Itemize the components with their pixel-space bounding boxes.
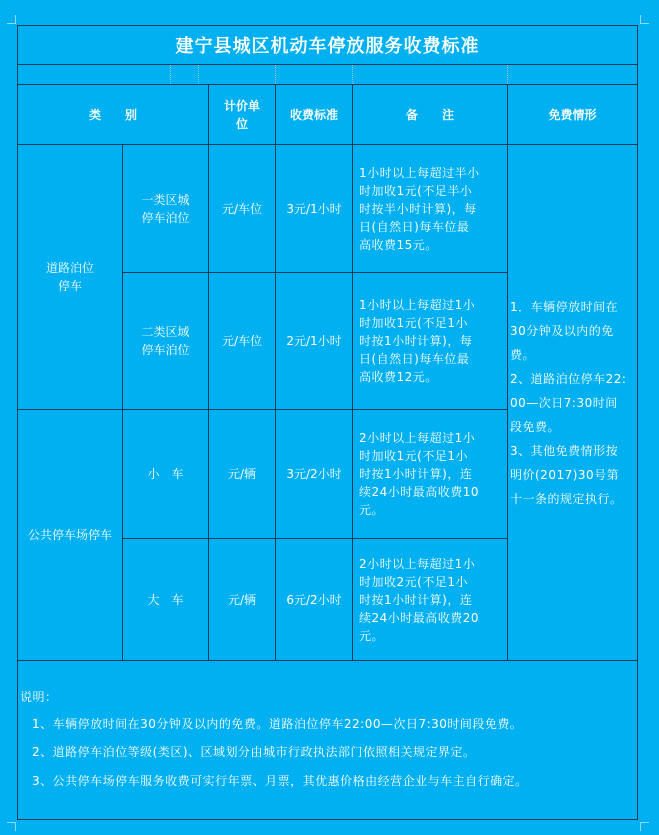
blank-row-divider [352, 65, 353, 84]
crop-mark [7, 15, 16, 24]
explanation-item: 2、道路停车泊位等级(类区)、区域划分由城市行政执法部门依照相关规定界定。 [32, 745, 476, 759]
remark-line: 日(自然日)每车位最 [359, 352, 470, 366]
free-line: 00—次日7:30时间 [510, 395, 618, 410]
row-class1-unit: 元/车位 [208, 144, 276, 273]
remark-line: 1小时以上每超过半小 [359, 165, 480, 180]
remark-line: 时按1小时计算)，连 [359, 467, 473, 481]
free-line: 费。 [510, 347, 536, 362]
row-small-remark [352, 409, 508, 539]
header-free: 免费情形 [507, 84, 638, 145]
remark-line: 时加收1元(不足半小 [359, 183, 473, 198]
row-small-unit: 元/辆 [208, 409, 276, 539]
row-small-sub: 小 车 [122, 409, 209, 539]
row-large-sub: 大 车 [122, 538, 209, 661]
remark-line: 元。 [359, 628, 385, 643]
row-class1-sub [122, 144, 209, 273]
remark-line: 1小时以上每超过1小 [359, 298, 476, 312]
group-label-lot: 公共停车场停车 [17, 409, 123, 661]
remark-line: 2小时以上每超过1小 [359, 556, 476, 571]
free-line: 1．车辆停放时间在 [510, 299, 619, 314]
crop-mark [7, 822, 16, 831]
explanation-box [17, 660, 638, 820]
header-unit [208, 84, 276, 145]
remark-line: 时加收1元(不足1小 [359, 316, 468, 330]
free-line: 2、道路泊位停车22: [510, 371, 627, 386]
row-class1-fee [275, 144, 353, 273]
fee-label: 3元/2小时 [286, 467, 342, 481]
row-class2-remark [352, 272, 508, 410]
remark-line: 元。 [359, 503, 385, 517]
sub-label: 一类区城停车泊位 [141, 192, 190, 225]
remark-line: 高收费15元。 [359, 237, 438, 252]
free-line: 段免费。 [510, 419, 561, 434]
explanation-item: 1、车辆停放时间在30分钟及以内的免费。道路泊位停车22:00—次日7:30时间段免费。 [32, 717, 523, 731]
blank-row-divider [198, 65, 199, 84]
group-label-road [17, 144, 123, 410]
row-class2-sub [122, 272, 209, 410]
row-large-remark [352, 538, 508, 661]
group-label-text: 道路泊位停车 [46, 261, 95, 293]
free-line: 3、其他免费情形按 [510, 443, 619, 458]
row-class2-fee [275, 272, 353, 410]
header-category: 类 别 [17, 84, 209, 145]
remark-line: 高收费12元。 [359, 370, 438, 384]
free-line: 明价(2017)30号第 [510, 467, 620, 482]
free-conditions [507, 144, 638, 661]
remark-line: 续24小时最高收费20 [359, 610, 480, 625]
header-unit-text: 计价单位 [223, 98, 260, 131]
free-line: 30分钟及以内的免 [510, 323, 614, 338]
page-title: 建宁县城区机动车停放服务收费标准 [17, 25, 638, 65]
crop-mark [640, 15, 649, 24]
free-line: 十一条的规定执行。 [510, 491, 623, 506]
fee-label: 3元/1小时 [286, 201, 342, 216]
explanation-item: 3、公共停车场停车服务收费可实行年票、月票，其优惠价格由经营企业与车主自行确定。 [32, 774, 528, 788]
remark-line: 时按1小时计算)，每 [359, 334, 473, 348]
blank-row [17, 65, 638, 84]
blank-row-divider [507, 65, 508, 84]
explanation-heading: 说明： [20, 690, 58, 704]
row-class2-unit: 元/车位 [208, 272, 276, 410]
header-remark: 备 注 [352, 84, 508, 145]
blank-row-divider [170, 65, 171, 84]
remark-line: 时加收2元(不足1小 [359, 574, 468, 589]
fee-label: 2元/1小时 [286, 334, 342, 348]
remark-line: 时按1小时计算)，连 [359, 592, 473, 607]
row-large-unit: 元/辆 [208, 538, 276, 661]
row-class1-remark [352, 144, 508, 273]
row-large-fee [275, 538, 353, 661]
remark-line: 时加收1元(不足1小 [359, 449, 468, 463]
row-small-fee [275, 409, 353, 539]
header-fee: 收费标准 [275, 84, 353, 145]
fee-label: 6元/2小时 [286, 592, 342, 607]
sub-label: 二类区域停车泊位 [141, 325, 190, 357]
remark-line: 时按半小时计算)，每 [359, 201, 477, 216]
remark-line: 续24小时最高收费10 [359, 485, 480, 499]
crop-mark [640, 822, 649, 831]
remark-line: 日(自然日)每车位最 [359, 219, 470, 234]
blank-row-divider [275, 65, 276, 84]
remark-line: 2小时以上每超过1小 [359, 431, 476, 445]
